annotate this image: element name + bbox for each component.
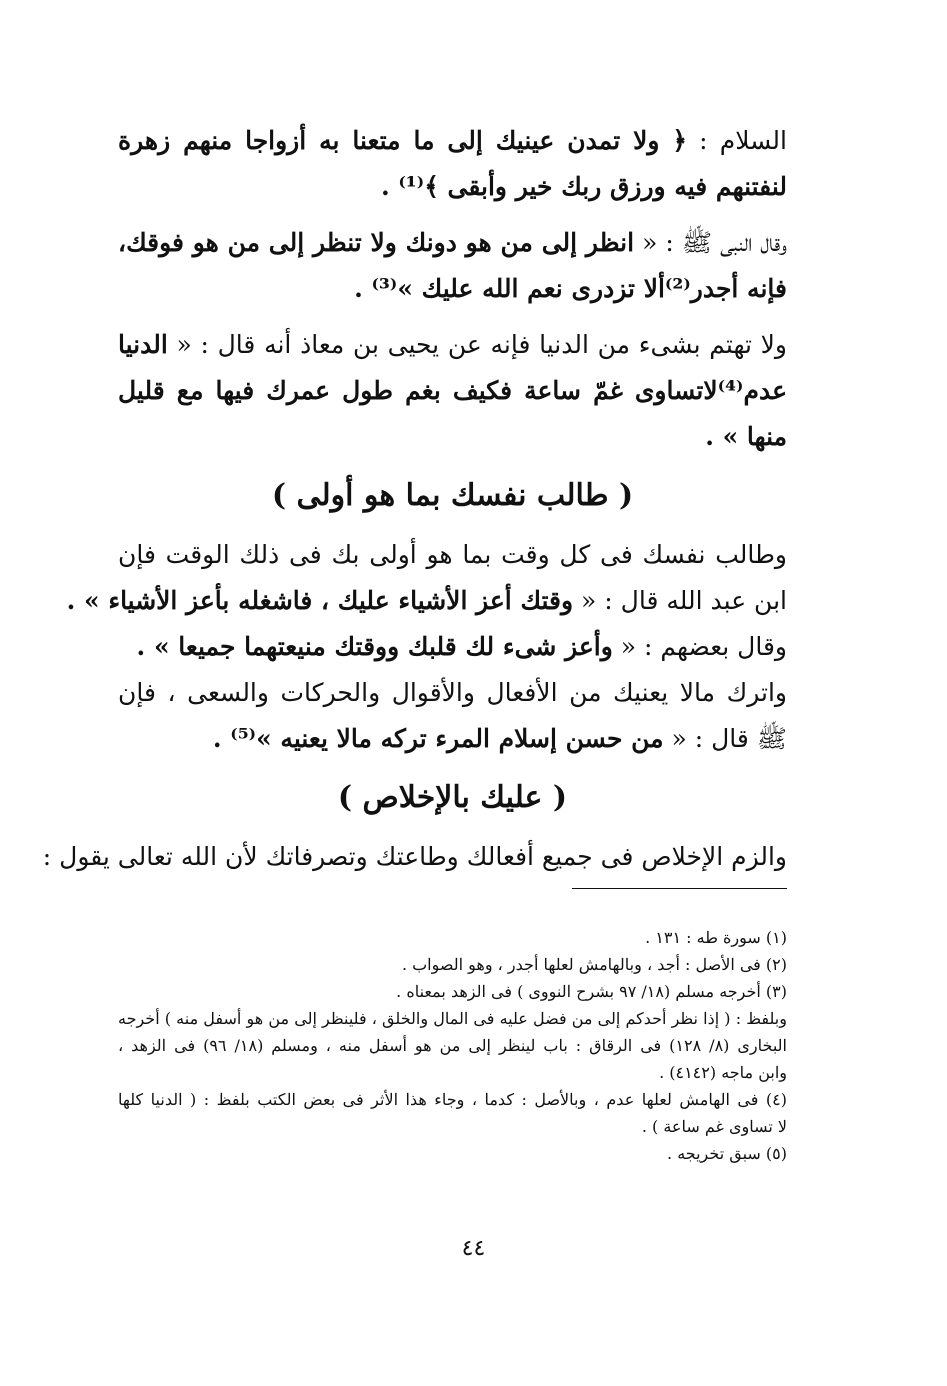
footnote: لا تساوى غم ساعة ) . bbox=[641, 1117, 787, 1136]
footnote: وبلفظ : ( إذا نظر أحدكم إلى من فضل عليه فى المال والخلق ، فلينظر إلى من هو أسفل منه ) أخرجه bbox=[118, 1009, 787, 1028]
hadith-text: انظر إلى من هو دونك ولا تنظر إلى من هو فوقك، bbox=[118, 228, 635, 257]
text-line bbox=[118, 716, 787, 762]
footnote-separator bbox=[572, 888, 787, 889]
main-text bbox=[42, 118, 787, 880]
footnote: (٥) سبق تخريجه . bbox=[667, 1144, 787, 1163]
text-line bbox=[118, 118, 787, 164]
text-run: وقال النبى ﷺ : « bbox=[642, 228, 787, 257]
text-line bbox=[118, 266, 787, 312]
footnote: وابن ماجه (٤١٤٢) . bbox=[659, 1063, 787, 1082]
quran-verse-cont: لنفتنهم فيه ورزق ربك خير وأبقى ﴾⁽¹⁾ . bbox=[380, 172, 787, 201]
hadith-text: فإنه أجدر⁽²⁾ bbox=[664, 274, 787, 303]
text-run: وقال بعضهم : « bbox=[620, 632, 787, 661]
text-run: ابن عبد الله قال : « bbox=[581, 586, 787, 615]
footnote: البخارى (٨/ ١٢٨) فى الرقاق : باب لينظر إلى من هو أسفل منه ، ومسلم (١٨/ ٩٦) فى الزهد ، bbox=[118, 1036, 787, 1055]
quote-text: وقتك أعز الأشياء عليك ، فاشغله بأعز الأشياء » . bbox=[66, 586, 574, 615]
text-run: ﷺ قال : « bbox=[671, 724, 787, 753]
footnote: (١) سورة طه : ١٣١ . bbox=[645, 928, 787, 947]
footnotes bbox=[118, 924, 787, 1167]
page-number: ٤٤ bbox=[461, 1236, 486, 1261]
quote-text: الدنيا bbox=[118, 330, 168, 359]
quote-text: منها » . bbox=[705, 422, 787, 451]
section-heading: ( طالب نفسك بما هو أولى ) bbox=[271, 478, 634, 513]
text-line bbox=[118, 322, 787, 368]
section-heading: ( عليك بالإخلاص ) bbox=[337, 780, 568, 815]
quote-text: وأعز شىء لك قلبك ووقتك منيعتهما جميعا » . bbox=[136, 632, 613, 661]
text-line: وطالب نفسك فى كل وقت بما هو أولى بك فى ذلك الوقت فإن bbox=[118, 540, 787, 569]
quote-text: عدم⁽⁴⁾ bbox=[717, 376, 787, 405]
text-line bbox=[118, 368, 787, 414]
text-run: ولا تهتم بشىء من الدنيا فإنه عن يحيى بن معاذ أنه قال : « bbox=[176, 330, 787, 359]
text-line bbox=[118, 624, 787, 670]
quote-text: لاتساوى غمّ ساعة فكيف بغم طول عمرك فيها مع قليل bbox=[118, 376, 718, 405]
text-run: السلام : bbox=[699, 126, 787, 155]
text-line: والزم الإخلاص فى جميع أفعالك وطاعتك وتصرفاتك لأن الله تعالى يقول : bbox=[42, 842, 787, 871]
footnote: (٤) فى الهامش لعلها عدم ، وبالأصل : كدما ، وجاء هذا الأثر فى بعض الكتب بلفظ : ( الدنيا كلها bbox=[118, 1090, 787, 1109]
text-line bbox=[66, 578, 787, 624]
text-line bbox=[118, 220, 787, 266]
hadith-text: ألا تزدرى نعم الله عليك »⁽³⁾ . bbox=[354, 274, 665, 303]
hadith-text: من حسن إسلام المرء تركه مالا يعنيه »⁽⁵⁾ . bbox=[212, 724, 664, 753]
footnote: (٢) فى الأصل : أجد ، وبالهامش لعلها أجدر ، وهو الصواب . bbox=[401, 955, 787, 974]
text-line: واترك مالا يعنيك من الأفعال والأقوال والحركات والسعى ، فإن bbox=[118, 678, 787, 707]
footnote: (٣) أخرجه مسلم (١٨/ ٩٧ بشرح النووى ) فى الزهد بمعناه . bbox=[396, 982, 787, 1001]
quran-verse: ﴿ ولا تمدن عينيك إلى ما متعنا به أزواجا منهم زهرة bbox=[118, 126, 687, 155]
